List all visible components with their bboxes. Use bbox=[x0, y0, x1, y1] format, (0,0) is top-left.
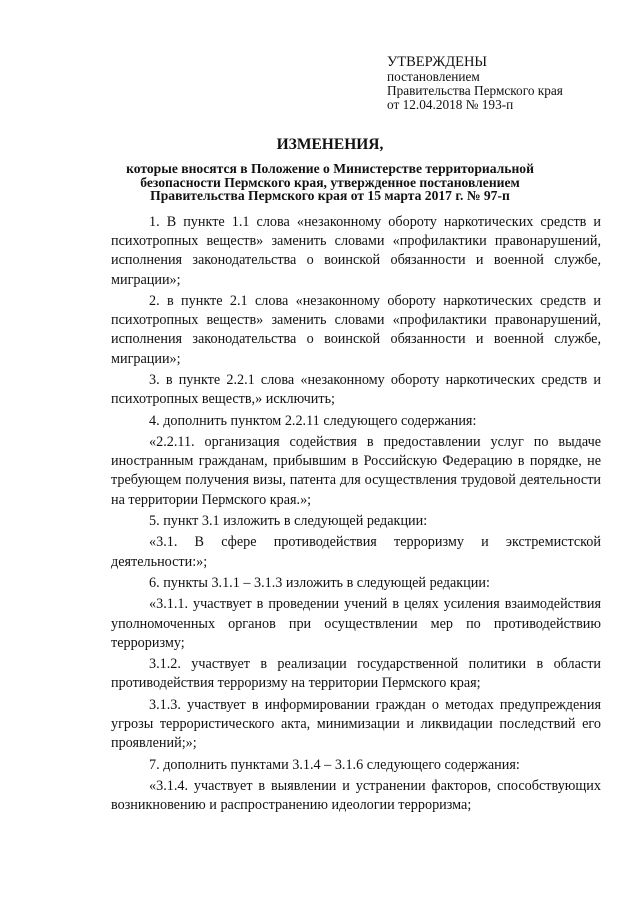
paragraph: 1. В пункте 1.1 слова «незаконному обороту наркотических средств и психотропных веществ» заменить словами «профилактики правонарушений, исполнения законодательства о воинской обязанности и военной службе, миграции»; bbox=[111, 214, 601, 288]
approval-line: постановлением bbox=[387, 69, 480, 84]
paragraph: 3.1.3. участвует в информировании граждан о методах предупреждения угрозы террористического акта, минимизации и ликвидации последствий его проявлений;»; bbox=[111, 696, 601, 752]
paragraph: 2. в пункте 2.1 слова «незаконному обороту наркотических средств и психотропных веществ» заменить словами «профилактики правонарушений, исполнения законодательства о воинской обязанности и военной службе, миграции»; bbox=[111, 293, 601, 367]
paragraph: 5. пункт 3.1 изложить в следующей редакции: bbox=[149, 512, 428, 529]
approval-heading: УТВЕРЖДЕНЫ bbox=[387, 54, 488, 70]
paragraph: «3.1. В сфере противодействия терроризму и экстремистской деятельности:»; bbox=[111, 534, 601, 570]
paragraph: «3.1.4. участвует в выявлении и устранении факторов, способствующих возникновению и распространению идеологии терроризма; bbox=[111, 777, 601, 814]
paragraph: 3. в пункте 2.2.1 слова «незаконному обороту наркотических средств и психотропных веществ,» исключить; bbox=[111, 372, 601, 408]
paragraph: «2.2.11. организация содействия в предоставлении услуг по выдаче иностранным гражданам, прибывшим в Российскую Федерацию в порядке, не требующем получения визы, патента для осуществления трудовой деятельности на территории Пермского края.»; bbox=[111, 433, 601, 508]
title-main: ИЗМЕНЕНИЯ, bbox=[276, 136, 384, 153]
paragraph: 7. дополнить пунктами 3.1.4 – 3.1.6 следующего содержания: bbox=[149, 756, 520, 773]
title-sub-line: Правительства Пермского края от 15 марта 2017 г. № 97-п bbox=[150, 188, 510, 203]
paragraph: 4. дополнить пунктом 2.2.11 следующего содержания: bbox=[149, 412, 477, 429]
document-title bbox=[60, 136, 600, 203]
paragraph: «3.1.1. участвует в проведении учений в целях усиления взаимодействия уполномоченных органов при осуществлении мер по противодействию терроризму; bbox=[111, 596, 601, 651]
approval-line: Правительства Пермского края bbox=[387, 83, 563, 98]
title-sub-line: безопасности Пермского края, утвержденное постановлением bbox=[140, 174, 520, 190]
paragraph: 3.1.2. участвует в реализации государственной политики в области противодействия терроризму на территории Пермского края; bbox=[111, 656, 601, 692]
paragraph: 6. пункты 3.1.1 – 3.1.3 изложить в следующей редакции: bbox=[149, 574, 490, 591]
document-body bbox=[111, 213, 601, 818]
approval-stamp bbox=[387, 54, 627, 112]
approval-date: от 12.04.2018 № 193-п bbox=[387, 97, 514, 112]
title-sub-line: которые вносятся в Положение о Министерстве территориальной bbox=[126, 161, 534, 176]
